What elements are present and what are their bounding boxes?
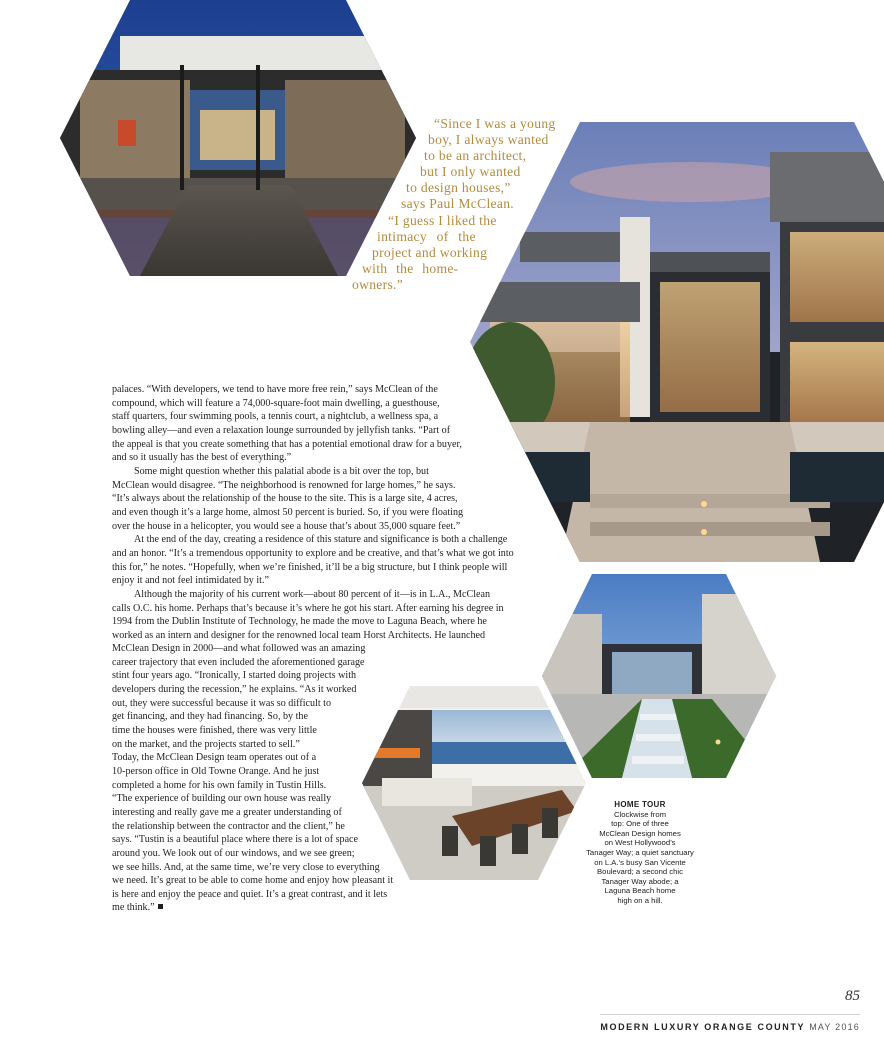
quote-line: to be an architect, (424, 148, 527, 164)
quote-line: “Since I was a young (434, 116, 556, 131)
text-line: says. “Tustin is a beautiful place where there is a lot of space (112, 834, 359, 846)
quote-line: owners.” (352, 276, 404, 292)
caption-line: Clockwise from (613, 809, 667, 819)
quote-line: “I guess I liked the (388, 212, 497, 228)
text-line: time the houses were finished, there was very little (112, 724, 317, 736)
caption-line: McClean Design homes (599, 828, 681, 838)
text-line: compound, which will feature a 74,000-square-foot main dwelling, a guesthouse, (112, 397, 440, 409)
text-line: we see hills. And, at the same time, we’re very close to everything (112, 861, 380, 873)
text-line: Although the majority of his current work—about 80 percent of it—is in L.A., McClean (134, 588, 491, 600)
text-line (112, 901, 432, 915)
text-line: At the end of the day, creating a residence of this stature and significance is both a challenge (134, 534, 508, 546)
text-line: is here and enjoy the peace and quiet. It’s a great contrast, and it lets (112, 888, 388, 900)
quote-line: says Paul McClean. (401, 196, 515, 212)
issue-date: MAY 2016 (809, 1022, 860, 1032)
caption-line: Laguna Beach home (604, 886, 676, 896)
text-line: get financing, and they had financing. So, by the (112, 711, 308, 723)
quote-line: boy, I always wanted (428, 132, 549, 148)
quote-line: but I only wanted (420, 164, 521, 180)
text-line: the appeal is that you create something that has a potential emotional draw for a buyer, (112, 438, 462, 450)
caption-line: Tanager Way; a quiet sanctuary (586, 847, 694, 857)
text-line: calls O.C. his home. Perhaps that’s because it’s where he got his start. After earning his degree in (112, 602, 504, 614)
text-line: completed a home for his own family in Tustin Hills. (112, 779, 327, 791)
caption-line: Boulevard; a second chic (597, 867, 683, 877)
text-line: interesting and really gave me a greater understanding of (112, 806, 342, 818)
quote-line: intimacy of the (377, 228, 476, 244)
text-line: we need. It’s great to be able to come home and enjoy how pleasant it (112, 875, 394, 887)
magazine-name: MODERN LUXURY ORANGE COUNTY (600, 1022, 806, 1032)
end-mark-icon (158, 904, 163, 909)
text-line: bowling alley—and even a relaxation lounge surrounded by jellyfish tanks. “Part of (112, 424, 451, 436)
quote-line: with the home- (362, 260, 459, 276)
text-line: Today, the McClean Design team operates out of a (112, 752, 317, 764)
text-line: career trajectory that even included the aforementioned garage (112, 656, 365, 668)
text-line: this for,” he notes. “Hopefully, when we’re finished, it’ll be a big structure, but I think people will (112, 561, 508, 573)
text-line: stint four years ago. “Ironically, I started doing projects with (112, 670, 357, 682)
caption-line: on L.A.’s busy San Vicente (594, 857, 686, 867)
caption-line: high on a hill. (617, 895, 663, 905)
text-line: the relationship between the contractor and the client,” he (112, 820, 345, 832)
page-number: 85 (845, 988, 860, 1004)
photo-courtyard-lawn-pool (542, 574, 776, 778)
text-line: “It’s always about the relationship of the house to the site. This is a large site, 4 acres, (112, 493, 458, 505)
text-line: developers during the recession,” he explains. “As it worked (112, 683, 357, 695)
text-line: and an honor. “It’s a tremendous opportunity to explore and be creative, and that’s what we got into (112, 547, 514, 559)
text-line: enjoy it and not feel intimidated by it.” (112, 575, 269, 587)
text-line: around you. We look out of our windows, and we see green; (112, 847, 355, 859)
caption-line: top: One of three (611, 819, 669, 829)
quote-line: to design houses,” (406, 180, 511, 196)
text-line: on the market, and the projects started to sell.” (112, 738, 300, 750)
caption-line: Tanager Way abode; a (601, 876, 679, 886)
quote-line: project and working (372, 244, 488, 260)
text-line: “The experience of building our own house was really (112, 793, 332, 805)
article-body-upper (112, 383, 582, 642)
photo-caption (574, 800, 706, 906)
text-line-end: me think.” (112, 902, 155, 914)
text-line: 10-person office in Old Towne Orange. And he just (112, 765, 320, 777)
text-line: out, they were successful because it was so difficult to (112, 697, 332, 709)
text-line: and even though it’s a large home, almost 50 percent is buried. So, if you were floating (112, 506, 464, 518)
text-line: Some might question whether this palatial abode is a bit over the top, but (134, 465, 429, 477)
text-line: staff quarters, four swimming pools, a tennis court, a nightclub, a wellness spa, a (112, 411, 439, 423)
text-line: McClean Design in 2000—and what followed was an amazing (112, 643, 366, 654)
text-line: McClean would disagree. “The neighborhood is renowned for large homes,” he says. (112, 479, 456, 491)
footer (560, 1022, 860, 1032)
footer-divider (600, 1014, 860, 1015)
caption-line: on West Hollywood’s (604, 838, 676, 848)
text-line: worked as an intern and designer for the renowned local team Horst Architects. He launched (112, 629, 486, 641)
text-line: and so it usually has the best of everything.” (112, 452, 292, 464)
caption-title: HOME TOUR (614, 800, 666, 809)
text-line: palaces. “With developers, we tend to have more free rein,” says McClean of the (112, 384, 438, 395)
text-line: over the house in a helicopter, you would see a house that’s about 35,000 square feet.” (112, 520, 461, 532)
text-line: 1994 from the Dublin Institute of Technology, he made the move to Laguna Beach, where he (112, 616, 487, 628)
